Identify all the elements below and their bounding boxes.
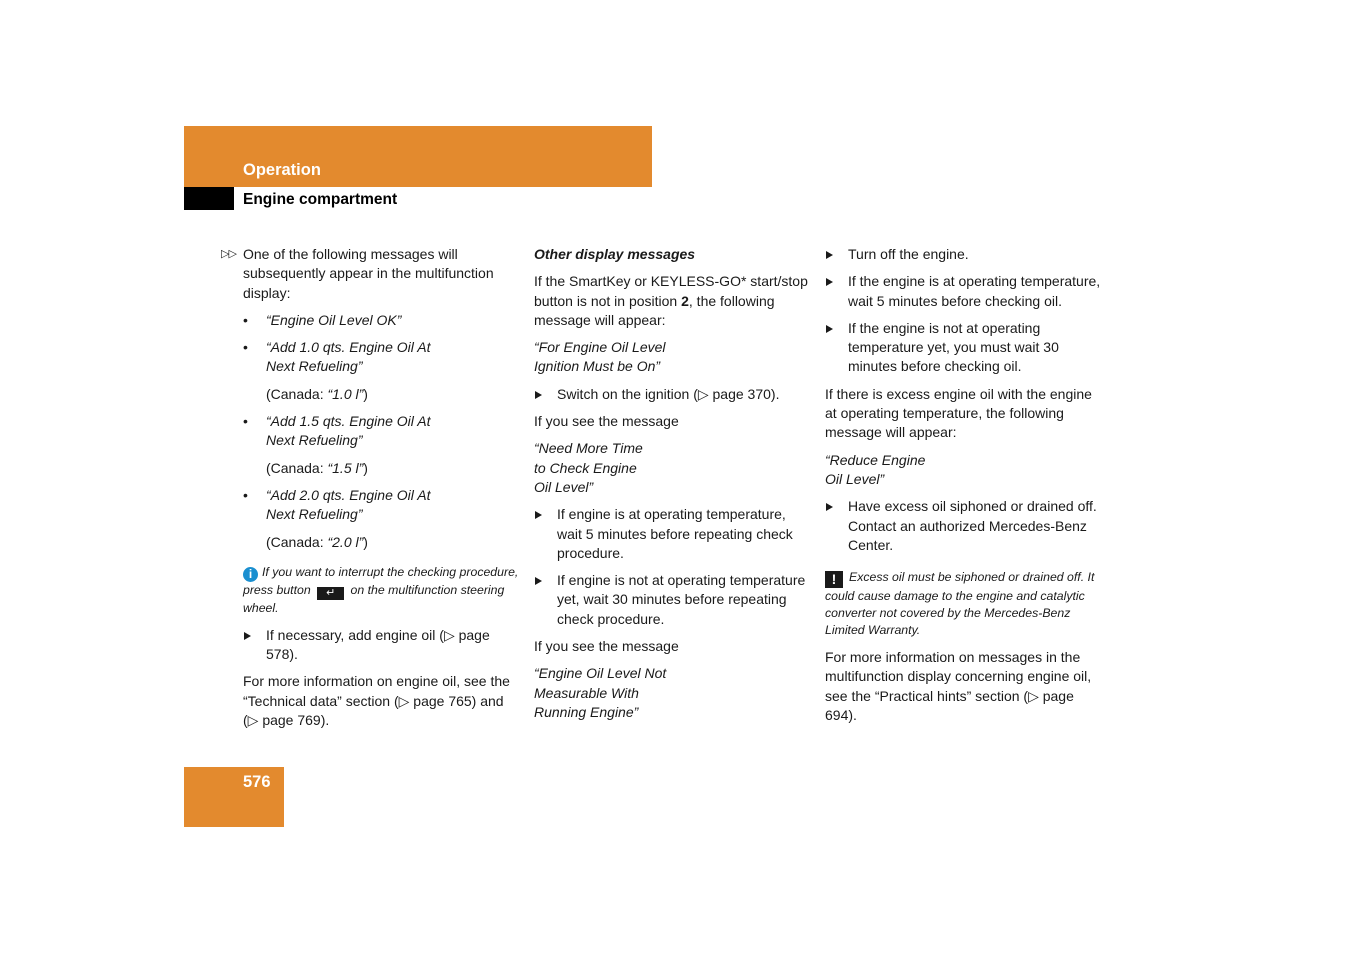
bullet-triangle-icon (826, 325, 833, 333)
step-item: If engine is at operating temperature, wait 5 minutes before repeating check procedure. (534, 505, 810, 563)
if-message-label: If you see the message (534, 638, 679, 655)
intro-paragraph: If the SmartKey or KEYLESS-GO* start/stop button is not in position 2, the following message will appear: (534, 273, 808, 328)
bullet-triangle-icon (535, 511, 542, 519)
bullet-triangle-icon (826, 278, 833, 286)
bullet-triangle-icon (826, 251, 833, 259)
canada-value: (Canada: “1.5 l”) (266, 459, 368, 476)
subsection-title: Engine compartment (243, 191, 398, 208)
bullet-triangle-icon (244, 632, 251, 640)
bullet-dot-icon: • (243, 486, 248, 503)
display-message: “Engine Oil Level Not Measurable With Running Engine” (534, 665, 667, 720)
message-item: • “Add 1.5 qts. Engine Oil At Next Refueling” (243, 413, 431, 449)
bullet-dot-icon: • (243, 339, 248, 356)
step-item: Switch on the ignition (▷ page 370). (534, 385, 810, 404)
back-button-icon: ↵ (317, 587, 344, 600)
canada-value: (Canada: “1.0 l”) (266, 385, 368, 402)
step-item: Have excess oil siphoned or drained off. Contact an authorized Mercedes-Benz Center. (825, 497, 1103, 555)
info-icon: i (243, 567, 258, 582)
outro-paragraph: For more information on engine oil, see the “Technical data” section (▷ page 765) and (▷ page 769). (243, 673, 510, 729)
bullet-triangle-icon (535, 577, 542, 585)
column-3 (825, 245, 1103, 733)
message-item: • “Add 1.0 qts. Engine Oil At Next Refueling” (243, 339, 431, 375)
continued-marker: ▷▷ (221, 248, 236, 260)
page-number: 576 (243, 773, 271, 791)
step-item: If the engine is not at operating temperature yet, you must wait 30 minutes before checking oil. (825, 319, 1103, 377)
excess-oil-paragraph: If there is excess engine oil with the engine at operating temperature, the following message will appear: (825, 385, 1092, 441)
canada-value: (Canada: “2.0 l”) (266, 533, 368, 550)
section-tab-marker (184, 187, 234, 210)
section-title: Operation (243, 161, 321, 179)
intro-paragraph: ▷▷ One of the following messages will subsequently appear in the multifunction display: (221, 246, 494, 301)
step-item: Turn off the engine. (825, 245, 1103, 264)
column-2 (534, 245, 810, 730)
bullet-triangle-icon (826, 503, 833, 511)
column-1 (221, 245, 521, 738)
if-message-label: If you see the message (534, 413, 679, 430)
display-message: “Need More Time to Check Engine Oil Level” (534, 440, 643, 495)
step-item: If engine is not at operating temperature yet, wait 30 minutes before repeating check procedure. (534, 571, 810, 629)
bullet-dot-icon: • (243, 413, 248, 430)
display-message: “Reduce Engine Oil Level” (825, 451, 926, 487)
outro-paragraph: For more information on messages in the multifunction display concerning engine oil, see the “Practical hints” section (▷ page 694). (825, 649, 1092, 724)
warning-note: ! Excess oil must be siphoned or drained off. It could cause damage to the engine and catalytic converter not covered by the Mercedes-Benz Limited Warranty. (825, 570, 1095, 638)
step-item: If necessary, add engine oil (▷ page 578). (243, 626, 521, 665)
message-item: • “Engine Oil Level OK” (243, 311, 521, 330)
display-message: “For Engine Oil Level Ignition Must be On” (534, 339, 666, 375)
bullet-dot-icon: • (243, 311, 248, 328)
info-note: i If you want to interrupt the checking procedure, press button ↵ on the multifunction steering wheel. (243, 564, 519, 615)
warning-icon: ! (825, 571, 843, 588)
step-item: If the engine is at operating temperature, wait 5 minutes before checking oil. (825, 272, 1103, 311)
message-item: • “Add 2.0 qts. Engine Oil At Next Refueling” (243, 486, 431, 523)
bullet-triangle-icon (535, 391, 542, 399)
heading-other-display-messages: Other display messages (534, 246, 696, 262)
